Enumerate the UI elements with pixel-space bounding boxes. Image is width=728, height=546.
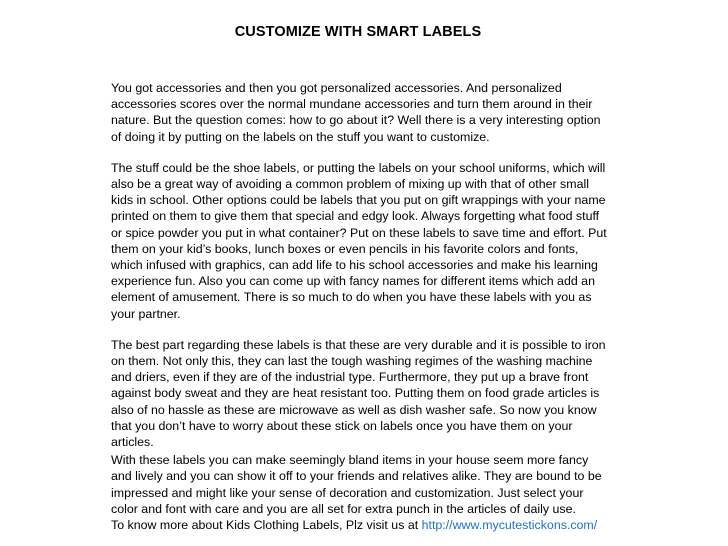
closing-text: To know more about Kids Clothing Labels, Plz visit us at (111, 518, 422, 533)
page-title: CUSTOMIZE WITH SMART LABELS (234, 24, 482, 40)
paragraph-durability: The best part regarding these labels is that these are very durable and it is possible to iron on them. Not only this, they can last the tough washing regimes of the washing machine and driers, even if they are of the industrial type. Furthermore, they put up a brave front against body sweat and they are heat resistant too. Putting them on food grade articles is also of no hassle as these are microwave as well as dish washer safe. So now you know that you don’t have to worry about these stick on labels once you have them on your articles. (111, 337, 606, 450)
paragraph-showoff: With these labels you can make seemingly bland items in your house seem more fancy and lively and you can show it off to your friends and relatives alike. They are bound to be impressed and might like your sense of decoration and customization. Just select your color and font with care and you are all set for extra punch in the articles of daily use. (111, 453, 602, 516)
website-link[interactable]: http://www.mycutestickons.com/ (421, 518, 598, 533)
paragraph-uses: The stuff could be the shoe labels, or putting the labels on your school uniforms, which will also be a great way of avoiding a common problem of mixing up with that of other small kids in school. Other options could be labels that you put on gift wrappings with your name printed on them to give them that special and edgy look. Always forgetting what food stuff or spice powder you put in what container? Put on these labels to save time and effort. Put them on your kid’s books, lunch boxes or even pencils in his favorite colors and fonts, which infused with graphics, can add life to his school accessories and make his learning experience fun. Also you can come up with fancy names for different items which add an element of amusement. There is so much to do when you have these labels with you as your partner. (111, 160, 607, 321)
paragraph-intro: You got accessories and then you got personalized accessories. And personalized accessories scores over the normal mundane accessories and turn them around in their nature. But the question comes: how to go about it? Well there is a very interesting option of doing it by putting on the labels on the stuff you want to customize. (111, 81, 601, 144)
document-body (111, 80, 611, 533)
closing-line (111, 517, 611, 533)
